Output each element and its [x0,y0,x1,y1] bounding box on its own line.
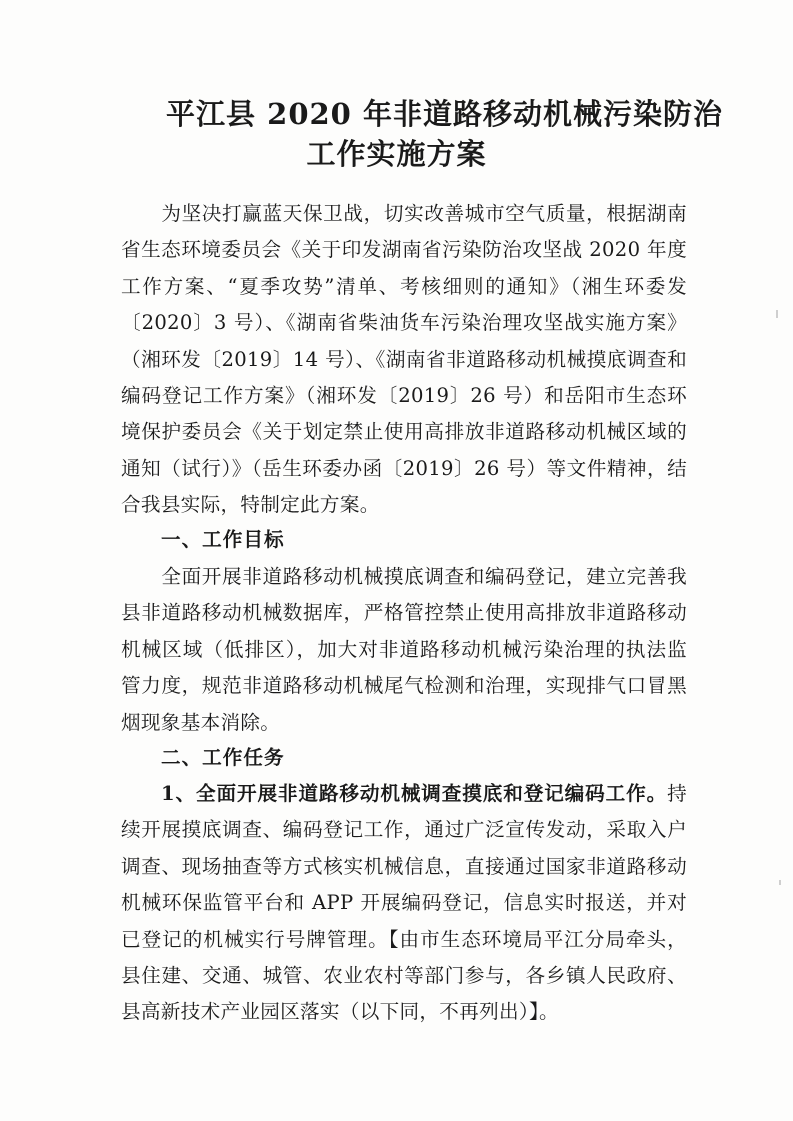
section-1-heading: 一、工作目标 [161,528,285,551]
task-1-paragraph [121,776,687,1031]
intro-paragraph [121,196,687,524]
task-1-text: 持续开展摸底调查、编码登记工作，通过广泛宣传发动，采取入户调查、现场抽查等方式核实机械信息，直接通过国家非道路移动机械环保监管平台和 APP 开展编码登记，信息实时报送，并对已登记的机械实行号牌管理。【由市生态环境局平江分局牵头，县住建、交通、城管、农业农村等部门参与，各乡镇人民政府、县高新技术产业园区落实（以下同，不再列出）】。 [121,782,687,1024]
section-1-paragraph [121,559,687,741]
scan-mark [779,880,781,885]
task-1-lead: 1、全面开展非道路移动机械调查摸底和登记编码工作。 [161,782,668,805]
section-1-text: 全面开展非道路移动机械摸底调查和编码登记，建立完善我县非道路移动机械数据库，严格管控禁止使用高排放非道路移动机械区域（低排区），加大对非道路移动机械污染治理的执法监管力度，规范非道路移动机械尾气检测和治理，实现排气口冒黑烟现象基本消除。 [121,565,687,734]
intro-text: 为坚决打赢蓝天保卫战，切实改善城市空气质量，根据湖南省生态环境委员会《关于印发湖南省污染防治攻坚战 2020 年度工作方案、“夏季攻势”清单、考核细则的通知》（湘生环委发〔2020〕3 号）、《湖南省柴油货车污染治理攻坚战实施方案》（湘环发〔2019〕14 号）、《湖南省非道路移动机械摸底调查和编码登记工作方案》（湘环发〔2019〕26 号）和岳阳市生态环境保护委员会《关于划定禁止使用高排放非道路移动机械区域的通知（试行）》（岳生环委办函〔2019〕26 号）等文件精神，结合我县实际，特制定此方案。 [121,202,687,517]
section-2-heading: 二、工作任务 [161,746,285,769]
document-title-line-1: 平江县 2020 年非道路移动机械污染防治 [166,97,723,131]
document-title-line-2: 工作实施方案 [306,137,487,171]
scan-mark [776,310,778,318]
